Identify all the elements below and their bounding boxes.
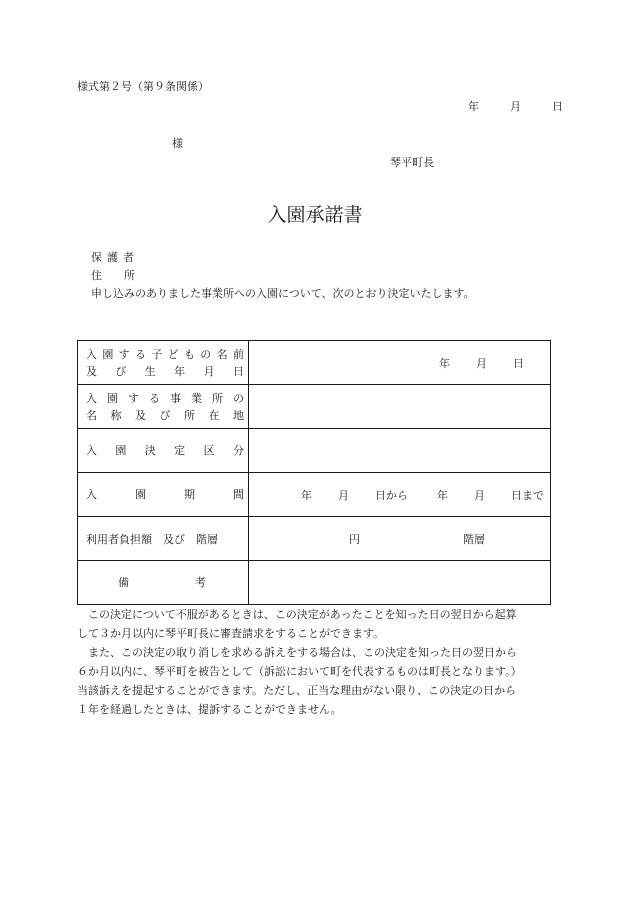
label-child-name-birthdate: 入 園 す る 子 ど も の 名 前 及 び 生 年 月 日 xyxy=(78,341,249,385)
table-row-fee xyxy=(78,517,551,561)
issuer: 琴平町長 xyxy=(390,156,434,169)
address-label: 住 所 xyxy=(91,269,135,282)
date-month-label: 月 xyxy=(510,100,521,113)
note-line: 当該訴えを提起することができます。ただし、正当な理由がない限り、この決定の日から xyxy=(77,684,517,697)
note-line: また、この決定の取り消しを求める訴えをする場合は、この決定を知った日の翌日から xyxy=(88,646,517,659)
label-facility: 入 園 す る 事 業 所 の 名 称 及 び 所 在 地 xyxy=(78,385,249,429)
acceptance-table xyxy=(77,340,551,605)
period-from: 年 月 日から xyxy=(301,488,408,502)
value-facility xyxy=(249,385,551,429)
addressee-suffix: 様 xyxy=(172,137,183,150)
fee-yen: 円 xyxy=(349,532,360,546)
table-row-category xyxy=(78,429,551,473)
value-category xyxy=(249,429,551,473)
value-fee xyxy=(249,517,551,561)
table-row-period xyxy=(78,473,551,517)
note-line: して３か月以内に琴平町長に審査請求をすることができます。 xyxy=(77,627,385,640)
document-title: 入園承諾書 xyxy=(267,204,363,226)
guardian-label: 保護者 xyxy=(91,251,139,264)
date-year-label: 年 xyxy=(468,100,479,113)
header-date xyxy=(468,99,563,115)
note-line: この決定について不服があるときは、この決定があったことを知った日の翌日から起算 xyxy=(88,608,517,621)
value-period xyxy=(249,473,551,517)
label-period: 入 園 期 間 xyxy=(78,473,249,517)
table-row-child xyxy=(78,341,551,385)
date-day-label: 日 xyxy=(552,100,563,113)
form-number: 様式第２号（第９条関係） xyxy=(77,80,209,93)
value-child-name-birthdate xyxy=(249,341,551,385)
period-to: 年 月 日まで xyxy=(437,488,544,502)
label-remarks: 備 考 xyxy=(78,561,249,605)
value-remarks xyxy=(249,561,551,605)
intro-statement: 申し込みのありました事業所への入園について、次のとおり決定いたします。 xyxy=(91,287,475,300)
birthdate-placeholder: 年 月 日 xyxy=(439,356,524,370)
note-line: ６か月以内に、琴平町を被告として（訴訟において町を代表するものは町長となります。） xyxy=(77,665,522,678)
table-row-facility xyxy=(78,385,551,429)
fee-level: 階層 xyxy=(463,532,485,546)
label-category: 入 園 決 定 区 分 xyxy=(78,429,249,473)
notes xyxy=(77,605,553,719)
note-line: １年を経過したときは、提訴することができません。 xyxy=(77,703,342,716)
table-row-remarks xyxy=(78,561,551,605)
label-fee: 利用者負担額 及び 階層 xyxy=(78,517,249,561)
